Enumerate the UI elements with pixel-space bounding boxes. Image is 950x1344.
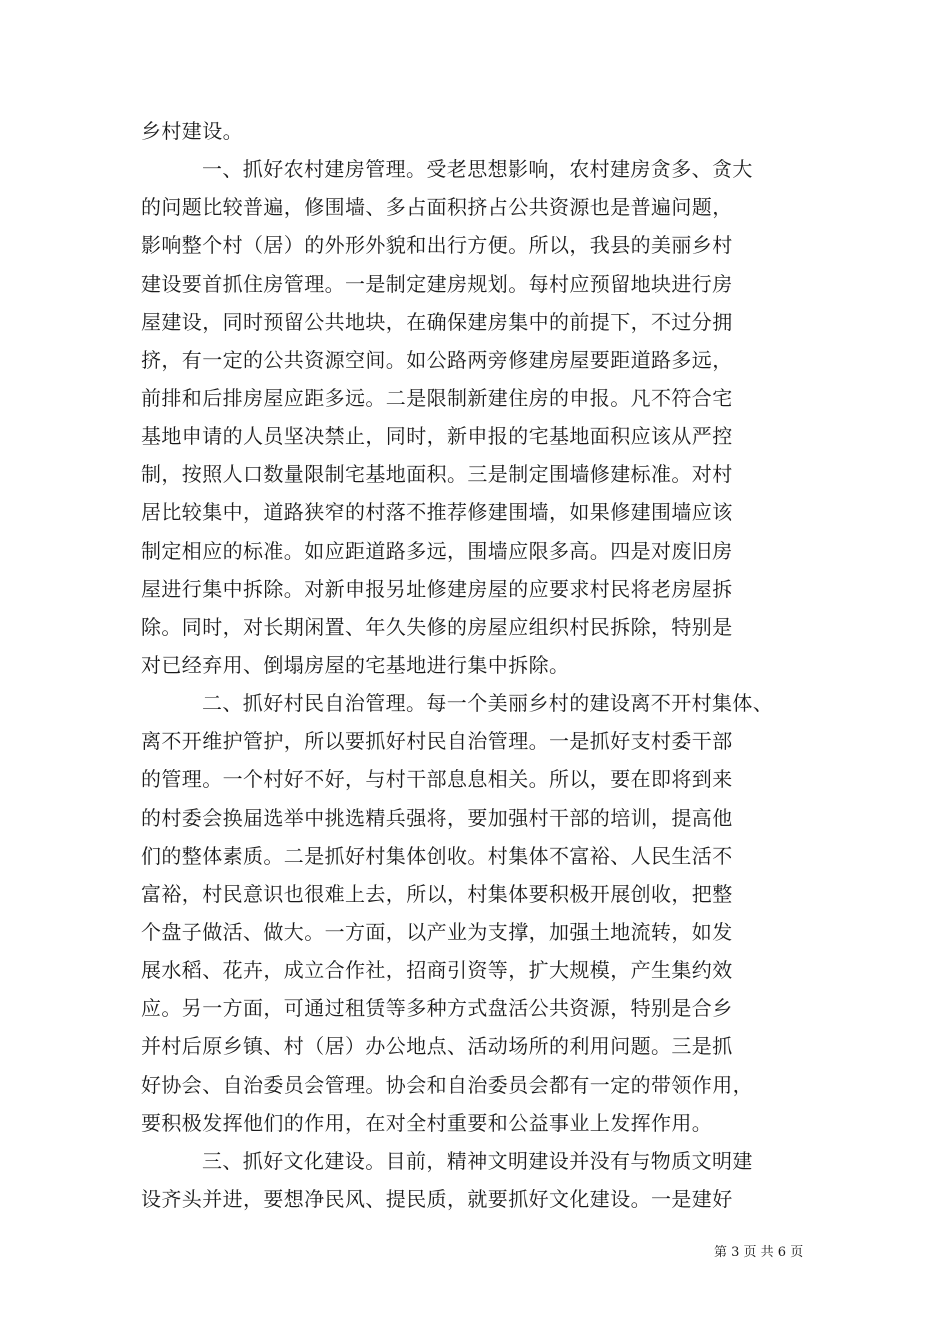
- text-line: 制，按照人口数量限制宅基地面积。三是制定围墙修建标准。对村: [141, 462, 733, 486]
- text-line: 影响整个村（居）的外形外貌和出行方便。所以，我县的美丽乡村: [141, 233, 733, 257]
- paragraph-2-start: 二、抓好村民自治管理。每一个美丽乡村的建设离不开村集体、: [202, 691, 774, 715]
- text-line: 居比较集中，道路狭窄的村落不推荐修建围墙，如果修建围墙应该: [141, 500, 733, 524]
- text-line: 展水稻、花卉，成立合作社，招商引资等，扩大规模，产生集约效: [141, 958, 733, 982]
- text-line: 基地申请的人员坚决禁止，同时，新申报的宅基地面积应该从严控: [141, 424, 733, 448]
- text-line: 屋进行集中拆除。对新申报另址修建房屋的应要求村民将老房屋拆: [141, 577, 733, 601]
- text-line: 的管理。一个村好不好，与村干部息息相关。所以，要在即将到来: [141, 767, 733, 791]
- text-line: 的问题比较普遍，修围墙、多占面积挤占公共资源也是普遍问题，: [141, 195, 733, 219]
- text-line: 制定相应的标准。如应距道路多远，围墙应限多高。四是对废旧房: [141, 539, 733, 563]
- text-line: 乡村建设。: [141, 119, 243, 143]
- paragraph-1-start: 一、抓好农村建房管理。受老思想影响，农村建房贪多、贪大: [202, 157, 753, 181]
- text-line: 的村委会换届选举中挑选精兵强将，要加强村干部的培训，提高他: [141, 806, 733, 830]
- text-line: 屋建设，同时预留公共地块，在确保建房集中的前提下，不过分拥: [141, 310, 733, 334]
- text-line: 并村后原乡镇、村（居）办公地点、活动场所的利用问题。三是抓: [141, 1034, 733, 1058]
- text-line: 个盘子做活、做大。一方面，以产业为支撑，加强土地流转，如发: [141, 920, 733, 944]
- text-line: 除。同时，对长期闲置、年久失修的房屋应组织村民拆除，特别是: [141, 615, 733, 639]
- text-line: 离不开维护管护，所以要抓好村民自治管理。一是抓好支村委干部: [141, 729, 733, 753]
- text-line: 建设要首抓住房管理。一是制定建房规划。每村应预留地块进行房: [141, 272, 733, 296]
- text-line: 前排和后排房屋应距多远。二是限制新建住房的申报。凡不符合宅: [141, 386, 733, 410]
- text-line: 设齐头并进，要想净民风、提民质，就要抓好文化建设。一是建好: [141, 1187, 733, 1211]
- text-line: 好协会、自治委员会管理。协会和自治委员会都有一定的带领作用，: [141, 1073, 753, 1097]
- text-line: 要积极发挥他们的作用，在对全村重要和公益事业上发挥作用。: [141, 1111, 713, 1135]
- text-line: 挤，有一定的公共资源空间。如公路两旁修建房屋要距道路多远，: [141, 348, 733, 372]
- paragraph-3-start: 三、抓好文化建设。目前，精神文明建设并没有与物质文明建: [202, 1149, 753, 1173]
- text-line: 应。另一方面，可通过租赁等多种方式盘活公共资源，特别是合乡: [141, 996, 733, 1020]
- text-line: 们的整体素质。二是抓好村集体创收。村集体不富裕、人民生活不: [141, 844, 733, 868]
- page-number: 第 3 页 共 6 页: [714, 1245, 804, 1260]
- text-line: 富裕，村民意识也很难上去，所以，村集体要积极开展创收，把整: [141, 882, 733, 906]
- text-line: 对已经弃用、倒塌房屋的宅基地进行集中拆除。: [141, 653, 570, 677]
